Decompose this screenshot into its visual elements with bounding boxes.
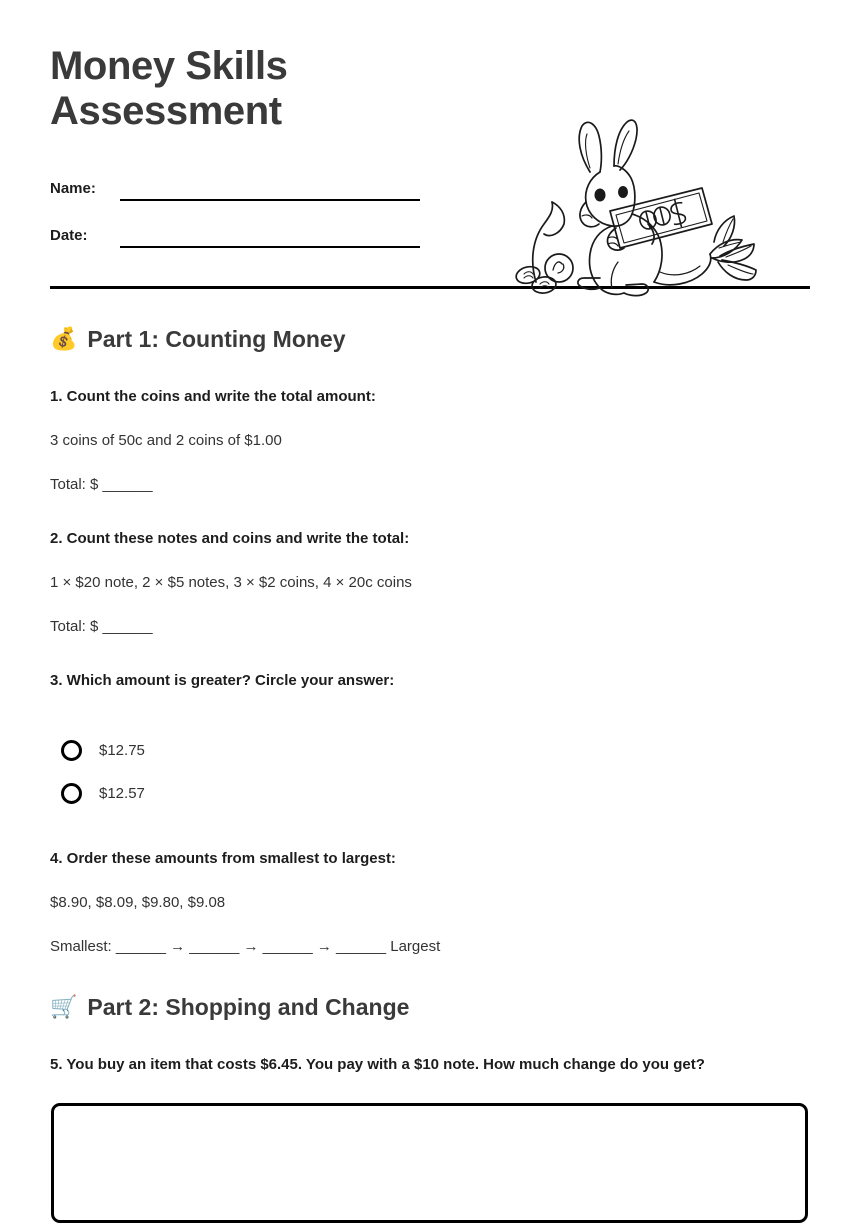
question-2-detail: 1 × $20 note, 2 × $5 notes, 3 × $2 coins, 4 × 20c coins [50,574,412,591]
question-1-answer-line[interactable]: Total: $ ______ [50,476,153,493]
kangaroo-illustration [514,112,764,302]
name-field-input[interactable] [120,199,420,201]
choice-label: $12.75 [99,742,145,759]
question-3-prompt: 3. Which amount is greater? Circle your answer: [50,672,395,689]
section-title-part-2: Part 2: Shopping and Change [87,994,410,1020]
question-5 [50,1055,810,1223]
date-field-label: Date: [50,227,88,244]
question-1-prompt: 1. Count the coins and write the total amount: [50,388,376,405]
circle-icon[interactable] [61,783,82,804]
shopping-cart-emoji: 🛒 [50,994,78,1019]
question-4-detail: $8.90, $8.09, $9.80, $9.08 [50,894,226,911]
question-2-answer-line[interactable]: Total: $ ______ [50,618,153,635]
worksheet-header [50,0,810,264]
name-field-label: Name: [50,180,96,197]
choice-option[interactable] [50,772,810,815]
question-1 [50,387,810,495]
page-title: Money Skills Assessment [50,44,288,133]
money-bag-emoji: 💰 [50,326,78,351]
question-1-detail: 3 coins of 50c and 2 coins of $1.00 [50,432,282,449]
section-part-1 [50,325,810,957]
section-part-2 [50,993,810,1223]
section-heading-part-1 [50,325,810,353]
question-4-answer-line[interactable]: Smallest: ______ → ______ → ______ → ______ Largest [50,938,441,955]
choice-label: $12.57 [99,785,145,802]
question-3 [50,671,810,815]
question-5-prompt: 5. You buy an item that costs $6.45. You pay with a $10 note. How much change do you get? [50,1056,705,1073]
question-5-answer-box[interactable] [51,1103,808,1223]
circle-icon[interactable] [61,740,82,761]
question-2 [50,529,810,637]
name-field-row [50,160,430,207]
student-fields [50,160,430,254]
choice-option[interactable] [50,729,810,772]
section-title-part-1: Part 1: Counting Money [87,326,346,352]
question-3-choices [50,729,810,815]
section-heading-part-2 [50,993,810,1021]
date-field-row [50,207,430,254]
question-2-prompt: 2. Count these notes and coins and write the total: [50,530,410,547]
question-4-prompt: 4. Order these amounts from smallest to largest: [50,850,396,867]
date-field-input[interactable] [120,246,420,248]
question-4 [50,849,810,957]
